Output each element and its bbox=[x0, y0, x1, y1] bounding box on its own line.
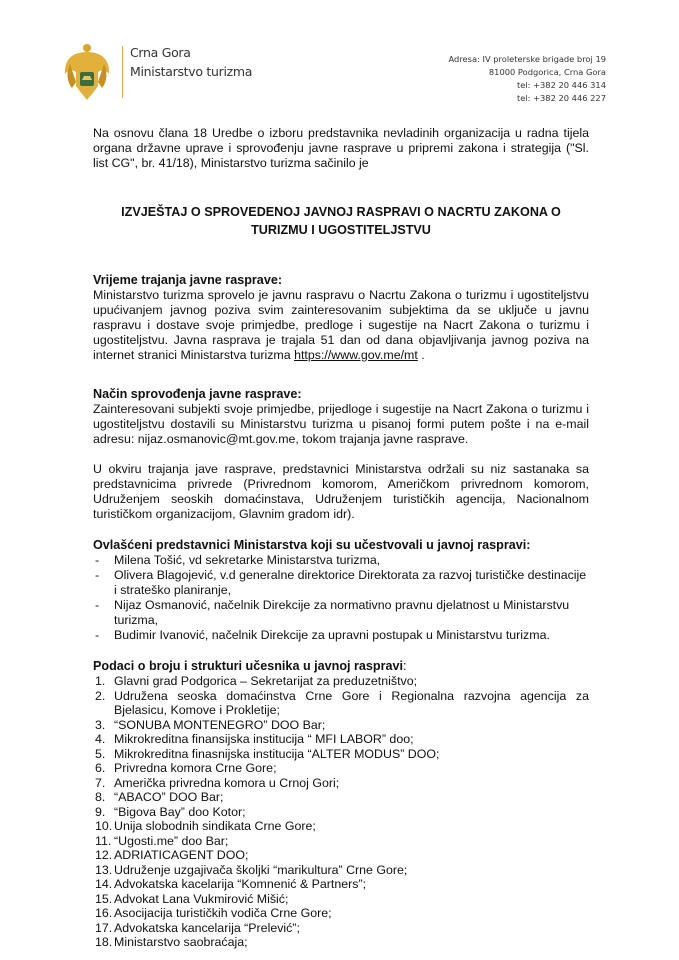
item-number: 2. bbox=[95, 688, 106, 703]
participant-item bbox=[93, 747, 589, 762]
section-heading bbox=[93, 659, 589, 674]
item-number: 11. bbox=[95, 833, 112, 848]
address-city: 81000 Podgorica, Crna Gora bbox=[488, 67, 606, 77]
item-number: 14. bbox=[95, 877, 113, 891]
item-text: “SONUBA MONTENEGRO” DOO Bar; bbox=[114, 717, 326, 732]
address-line: Adresa: IV proleterske brigade broj 19 bbox=[448, 54, 606, 64]
participant-item bbox=[93, 761, 589, 776]
representative-item: - Budimir Ivanović, načelnik Direkcije za upravni postupak u Ministarstvu turizma. bbox=[93, 628, 589, 643]
item-number: 18. bbox=[95, 935, 113, 949]
item-text: “ABACO” DOO Bar; bbox=[114, 790, 224, 804]
representatives-list bbox=[93, 553, 589, 643]
participant-item bbox=[93, 776, 589, 791]
participant-item bbox=[93, 848, 589, 863]
item-text: Udružena seoska domaćinstva Crne Gore i Regionalna razvojna agencija za Bjelasicu, Komove i Prokletije; bbox=[114, 688, 589, 717]
item-number: 1. bbox=[95, 674, 106, 688]
item-text: Advokatska kacelarija “Komnenić & Partners”; bbox=[114, 877, 367, 891]
participant-item bbox=[93, 819, 589, 834]
section-heading: Ovlašćeni predstavnici Ministarstva koji su učestvovali u javnoj raspravi: bbox=[93, 538, 531, 552]
item-number: 10. bbox=[95, 819, 113, 833]
item-number: 16. bbox=[95, 906, 113, 920]
item-text: Mikrokreditna finasnijska institucija “ALTER MODUS” DOO; bbox=[114, 746, 440, 761]
participant-item bbox=[93, 834, 589, 849]
participant-item bbox=[93, 805, 589, 820]
representative-item: - Olivera Blagojević, v.d generalne direktorice Direktorata za razvoj turističke destinacije i strateško planiranje, bbox=[93, 568, 589, 598]
item-number: 13. bbox=[95, 862, 113, 877]
participant-item bbox=[93, 877, 589, 892]
contact-address bbox=[449, 53, 606, 105]
ministry-website-link[interactable]: https://www.gov.me/mt bbox=[294, 348, 418, 362]
section-text bbox=[93, 288, 589, 363]
item-text: Glavni grad Podgorica – Sekretarijat za preduzetništvo; bbox=[114, 674, 418, 688]
item-number: 8. bbox=[95, 790, 106, 804]
participant-item bbox=[93, 935, 589, 950]
country-name: Crna Gora bbox=[130, 45, 191, 60]
item-number: 12. bbox=[95, 848, 113, 862]
punctuation: . bbox=[417, 348, 425, 362]
organization-name bbox=[130, 43, 252, 81]
phone-1: tel: +382 20 446 314 bbox=[516, 80, 606, 90]
item-number: 7. bbox=[95, 775, 106, 790]
item-number: 17. bbox=[95, 920, 113, 935]
participant-item bbox=[93, 863, 589, 878]
participants-list bbox=[93, 674, 589, 950]
item-text: “Bigova Bay” doo Kotor; bbox=[114, 804, 246, 819]
participant-item bbox=[93, 674, 589, 689]
item-number: 3. bbox=[95, 717, 106, 732]
header-divider bbox=[122, 46, 123, 98]
item-number: 9. bbox=[95, 804, 106, 819]
section-method bbox=[93, 387, 589, 522]
item-text: Advokat Lana Vukmirović Mišić; bbox=[114, 891, 289, 906]
item-text: Asocijacija turističkih vodiča Crne Gore; bbox=[114, 906, 332, 920]
item-text: Američka privredna komora u Crnoj Gori; bbox=[114, 775, 340, 790]
item-text: Advokatska kancelarija “Prelević”; bbox=[114, 920, 300, 935]
item-text: Privredna komora Crne Gore; bbox=[114, 761, 277, 775]
heading-text: Podaci o broju i strukturi učesnika u javnoj raspravi bbox=[93, 659, 404, 673]
item-text: Udruženje uzgajivača školjki “marikultura” Crne Gore; bbox=[114, 862, 408, 877]
item-number: 4. bbox=[95, 732, 106, 746]
participant-item bbox=[93, 921, 589, 936]
document-body bbox=[93, 126, 589, 950]
section-representatives bbox=[93, 538, 589, 643]
participant-item bbox=[93, 790, 589, 805]
representative-item: - Milena Tošić, vd sekretarke Ministarstva turizma, bbox=[93, 553, 589, 568]
duration-text: Ministarstvo turizma sprovelo je javnu raspravu o Nacrtu Zakona o turizmu i ugostiteljstvu upućivanjem javnog poziva svim zainteresovanim subjektima da se uključe u javnu raspravu i dostave svoje primjedbe, predloge i sugestije na Nacrt Zakona o turizmu i ugostiteljstvu. Javna rasprava je trajala 51 dan od dana objavljivanja javnog poziva na internet stranici Ministarstva turizma bbox=[93, 288, 589, 362]
participant-item bbox=[93, 906, 589, 921]
section-text: Zainteresovani subjekti svoje primjedbe, prijedloge i sugestije na Nacrt Zakona o turizmu i ugostiteljstvu dostavili su Ministarstvu turizma u pisanoj formi putem pošte i na e-mail adresu: nijaz.osmanovic@mt.gov.me, tokom trajanja javne rasprave. bbox=[93, 402, 589, 446]
item-text: ADRIATICAGENT DOO; bbox=[114, 848, 249, 862]
meetings-paragraph: U okviru trajanja jave rasprave, predstavnici Ministarstva održali su niz sastanaka sa predstavnicima privrede (Privrednom komorom, Američkom privrednom komorom, Udruženjem seoskih domaćinstava, Udruženjem turističkih agencija, Nacionalnom turističkom organizacijom, Glavnim gradom idr). bbox=[93, 462, 589, 521]
participant-item bbox=[93, 718, 589, 733]
ministry-name: Ministarstvo turizma bbox=[130, 64, 253, 79]
phone-2: tel: +382 20 446 227 bbox=[516, 93, 606, 103]
document-title: IZVJEŠTAJ O SPROVEDENOJ JAVNOJ RASPRAVI O NACRTU ZAKONA O TURIZMU I UGOSTITELJSTVU bbox=[121, 205, 561, 237]
item-text: “Ugosti.me” doo Bar; bbox=[114, 833, 229, 848]
section-duration bbox=[93, 273, 589, 363]
section-participants bbox=[93, 659, 589, 950]
item-text: Ministarstvo saobraćaja; bbox=[114, 935, 248, 949]
section-heading: Vrijeme trajanja javne rasprave: bbox=[93, 273, 283, 287]
participant-item bbox=[93, 732, 589, 747]
item-number: 15. bbox=[95, 891, 113, 906]
participant-item bbox=[93, 689, 589, 718]
representative-item: - Nijaz Osmanović, načelnik Direkcije za normativno pravnu djelatnost u Ministarstvu turizma, bbox=[93, 598, 589, 628]
participant-item bbox=[93, 892, 589, 907]
heading-colon: : bbox=[403, 659, 407, 673]
item-number: 6. bbox=[95, 761, 106, 775]
intro-paragraph: Na osnovu člana 18 Uredbe o izboru predstavnika nevladinih organizacija u radna tijela organa državne uprave i sprovođenju javne rasprave u pripremi zakona i strategija ("Sl. list CG", br. 41/18), Ministarstvo turizma sačinilo je bbox=[93, 126, 589, 170]
item-text: Unija slobodnih sindikata Crne Gore; bbox=[114, 819, 316, 833]
item-text: Mikrokreditna finansijska institucija “ MFI LABOR” doo; bbox=[114, 732, 414, 746]
montenegro-coat-of-arms-icon bbox=[62, 42, 112, 104]
item-number: 5. bbox=[95, 746, 106, 761]
section-heading: Način sprovođenja javne rasprave: bbox=[93, 387, 302, 401]
